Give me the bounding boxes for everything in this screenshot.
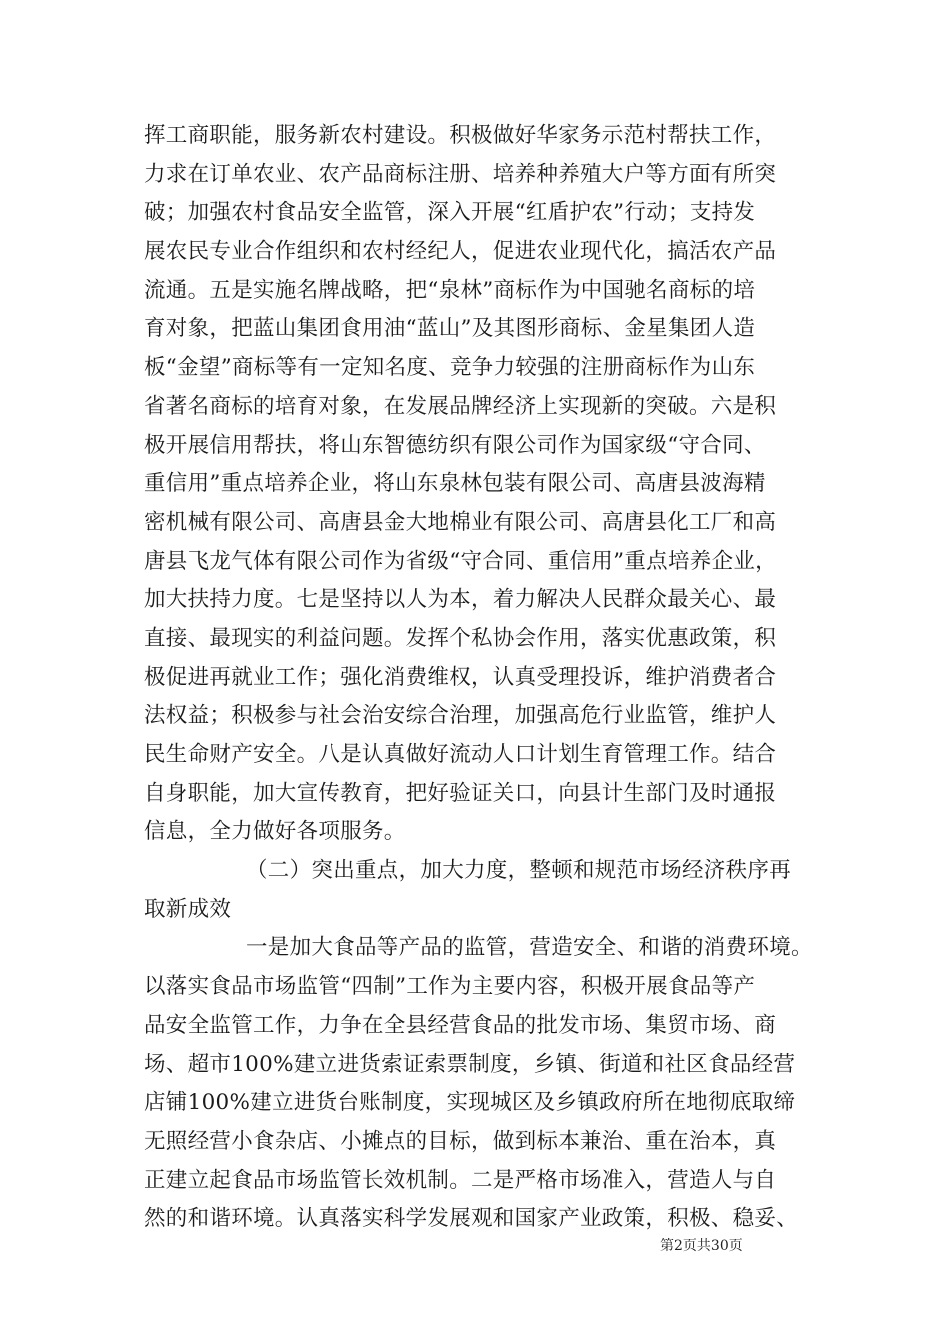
text-line: 品安全监管工作，力争在全县经营食品的批发市场、集贸市场、商 <box>144 1012 777 1038</box>
text-line: 极促进再就业工作；强化消费维权，认真受理投诉，维护消费者合 <box>144 664 777 690</box>
text-line: 板“金望”商标等有一定知名度、竞争力较强的注册商标作为山东 <box>144 355 756 381</box>
text-line: 重信用”重点培养企业，将山东泉林包装有限公司、高唐县波海精 <box>144 471 766 497</box>
text-line: 自身职能，加大宣传教育，把好验证关口，向县计生部门及时通报 <box>144 780 777 806</box>
text-line: 法权益；积极参与社会治安综合治理，加强高危行业监管，维护人 <box>144 703 777 729</box>
text-line: 民生命财产安全。八是认真做好流动人口计划生育管理工作。结合 <box>144 742 777 767</box>
text-line: 然的和谐环境。认真落实科学发展观和国家产业政策，积极、稳妥、 <box>144 1206 799 1232</box>
text-line: 信息，全力做好各项服务。 <box>144 819 406 845</box>
text-line: （二）突出重点，加大力度，整顿和规范市场经济秩序再 <box>246 858 792 884</box>
text-line: 正建立起食品市场监管长效机制。二是严格市场准入，营造人与自 <box>144 1167 777 1193</box>
text-line: 唐县飞龙气体有限公司作为省级“守合同、重信用”重点培养企业， <box>144 548 777 574</box>
text-line: 省著名商标的培育对象，在发展品牌经济上实现新的突破。六是积 <box>144 393 777 419</box>
text-line: 场、超市100%建立进货索证索票制度，乡镇、街道和社区食品经营 <box>144 1051 796 1077</box>
body-text <box>144 117 824 1239</box>
text-line: 无照经营小食杂店、小摊点的目标，做到标本兼治、重在治本，真 <box>144 1128 777 1154</box>
text-line: 以落实食品市场监管“四制”工作为主要内容，积极开展食品等产 <box>144 974 756 1000</box>
text-line: 加大扶持力度。七是坚持以人为本，着力解决人民群众最关心、最 <box>144 587 777 613</box>
text-line: 取新成效 <box>144 896 232 922</box>
text-line: 展农民专业合作组织和农村经纪人，促进农业现代化，搞活农产品 <box>144 239 777 265</box>
text-line: 流通。五是实施名牌战略，把“泉林”商标作为中国驰名商标的培 <box>144 277 756 303</box>
page-number-footer: 第2页共30页 <box>660 1238 743 1254</box>
text-line: 挥工商职能，服务新农村建设。积极做好华家务示范村帮扶工作， <box>144 123 777 148</box>
text-line: 店铺100%建立进货台账制度，实现城区及乡镇政府所在地彻底取缔 <box>144 1090 796 1116</box>
text-line: 极开展信用帮扶，将山东智德纺织有限公司作为国家级“守合同、 <box>144 432 766 458</box>
text-line: 直接、最现实的利益问题。发挥个私协会作用，落实优惠政策，积 <box>144 625 777 651</box>
text-line: 力求在订单农业、农产品商标注册、培养种养殖大户等方面有所突 <box>144 161 777 187</box>
text-line: 育对象，把蓝山集团食用油“蓝山”及其图形商标、金星集团人造 <box>144 316 756 342</box>
text-line: 一是加大食品等产品的监管，营造安全、和谐的消费环境。 <box>246 935 813 961</box>
text-line: 密机械有限公司、高唐县金大地棉业有限公司、高唐县化工厂和高 <box>144 509 777 535</box>
text-line: 破；加强农村食品安全监管，深入开展“红盾护农”行动；支持发 <box>144 200 756 226</box>
